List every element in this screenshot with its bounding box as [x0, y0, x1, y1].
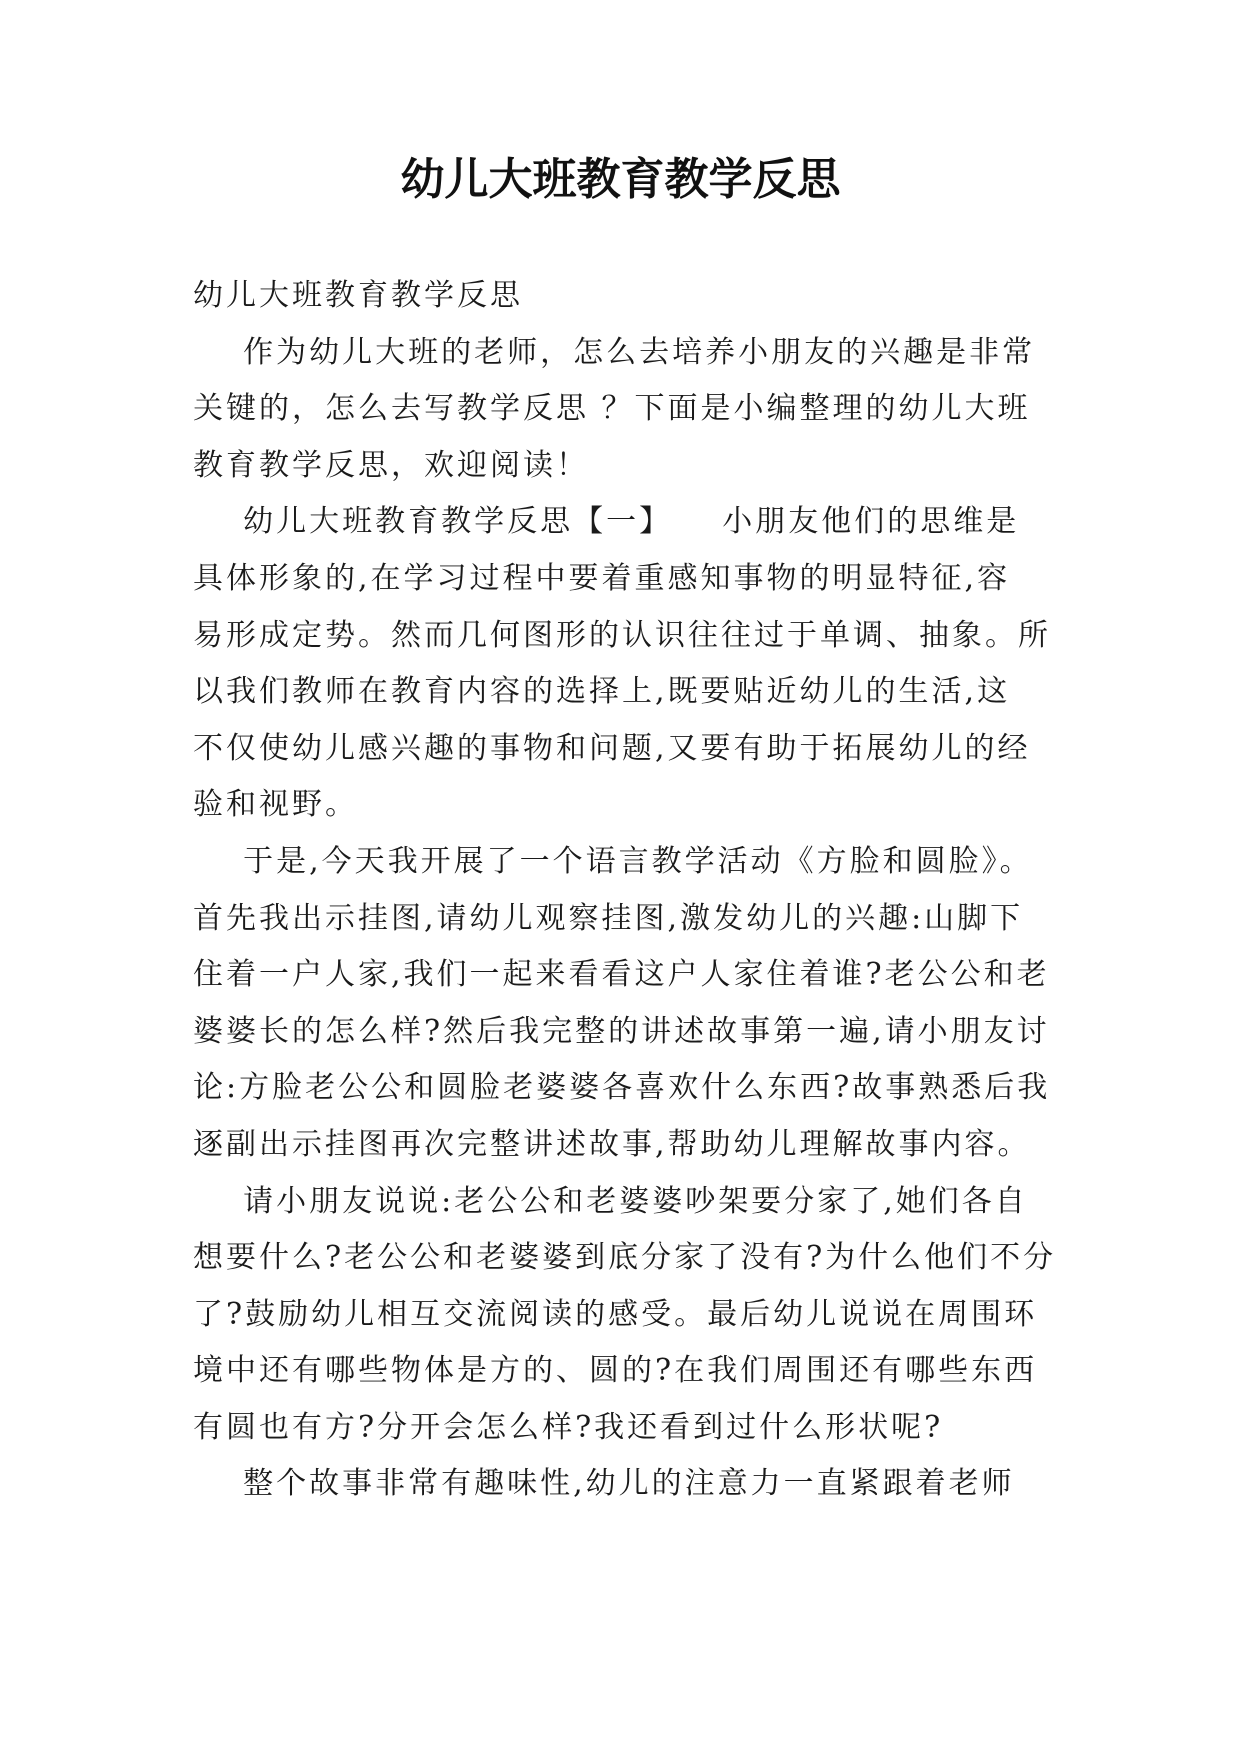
text-line: 幼儿大班教育教学反思【一】 小朋友他们的思维是	[193, 504, 1020, 540]
text-line: 作为幼儿大班的老师，怎么去培养小朋友的兴趣是非常	[193, 334, 1036, 370]
text-line: 首先我出示挂图,请幼儿观察挂图,激发幼儿的兴趣:山脚下	[193, 900, 1024, 936]
text-line: 教育教学反思，欢迎阅读！	[193, 447, 589, 483]
text-line: 了?鼓励幼儿相互交流阅读的感受。最后幼儿说说在周围环	[193, 1296, 1038, 1332]
text-line: 住着一户人家,我们一起来看看这户人家住着谁?老公公和老	[193, 957, 1050, 993]
text-line: 有圆也有方?分开会怎么样?我还看到过什么形状呢?	[193, 1409, 944, 1445]
text-line: 不仅使幼儿感兴趣的事物和问题,又要有助于拓展幼儿的经	[193, 730, 1031, 766]
text-line: 于是,今天我开展了一个语言教学活动《方脸和圆脸》。	[193, 843, 1033, 879]
text-line: 以我们教师在教育内容的选择上,既要贴近幼儿的生活,这	[193, 674, 1011, 710]
text-line: 关键的，怎么去写教学反思 ？下面是小编整理的幼儿大班	[193, 391, 1031, 427]
text-line: 婆婆长的怎么样?然后我完整的讲述故事第一遍,请小朋友讨	[193, 1013, 1050, 1049]
document-title: 幼儿大班教育教学反思	[400, 154, 841, 205]
text-line: 请小朋友说说:老公公和老婆婆吵架要分家了,她们各自	[193, 1183, 1028, 1219]
text-line: 具体形象的,在学习过程中要着重感知事物的明显特征,容	[193, 560, 1011, 596]
text-line: 易形成定势。然而几何图形的认识往往过于单调、抽象。所	[193, 617, 1051, 653]
text-line: 境中还有哪些物体是方的、圆的?在我们周围还有哪些东西	[193, 1353, 1038, 1389]
text-line: 验和视野。	[193, 787, 358, 823]
text-line: 幼儿大班教育教学反思	[193, 278, 523, 313]
text-line: 论:方脸老公公和圆脸老婆婆各喜欢什么东西?故事熟悉后我	[193, 1070, 1051, 1106]
text-line: 逐副出示挂图再次完整讲述故事,帮助幼儿理解故事内容。	[193, 1126, 1031, 1162]
text-line: 整个故事非常有趣味性,幼儿的注意力一直紧跟着老师	[193, 1466, 1015, 1502]
text-line: 想要什么?老公公和老婆婆到底分家了没有?为什么他们不分	[193, 1240, 1057, 1276]
document-body	[193, 268, 1073, 1513]
